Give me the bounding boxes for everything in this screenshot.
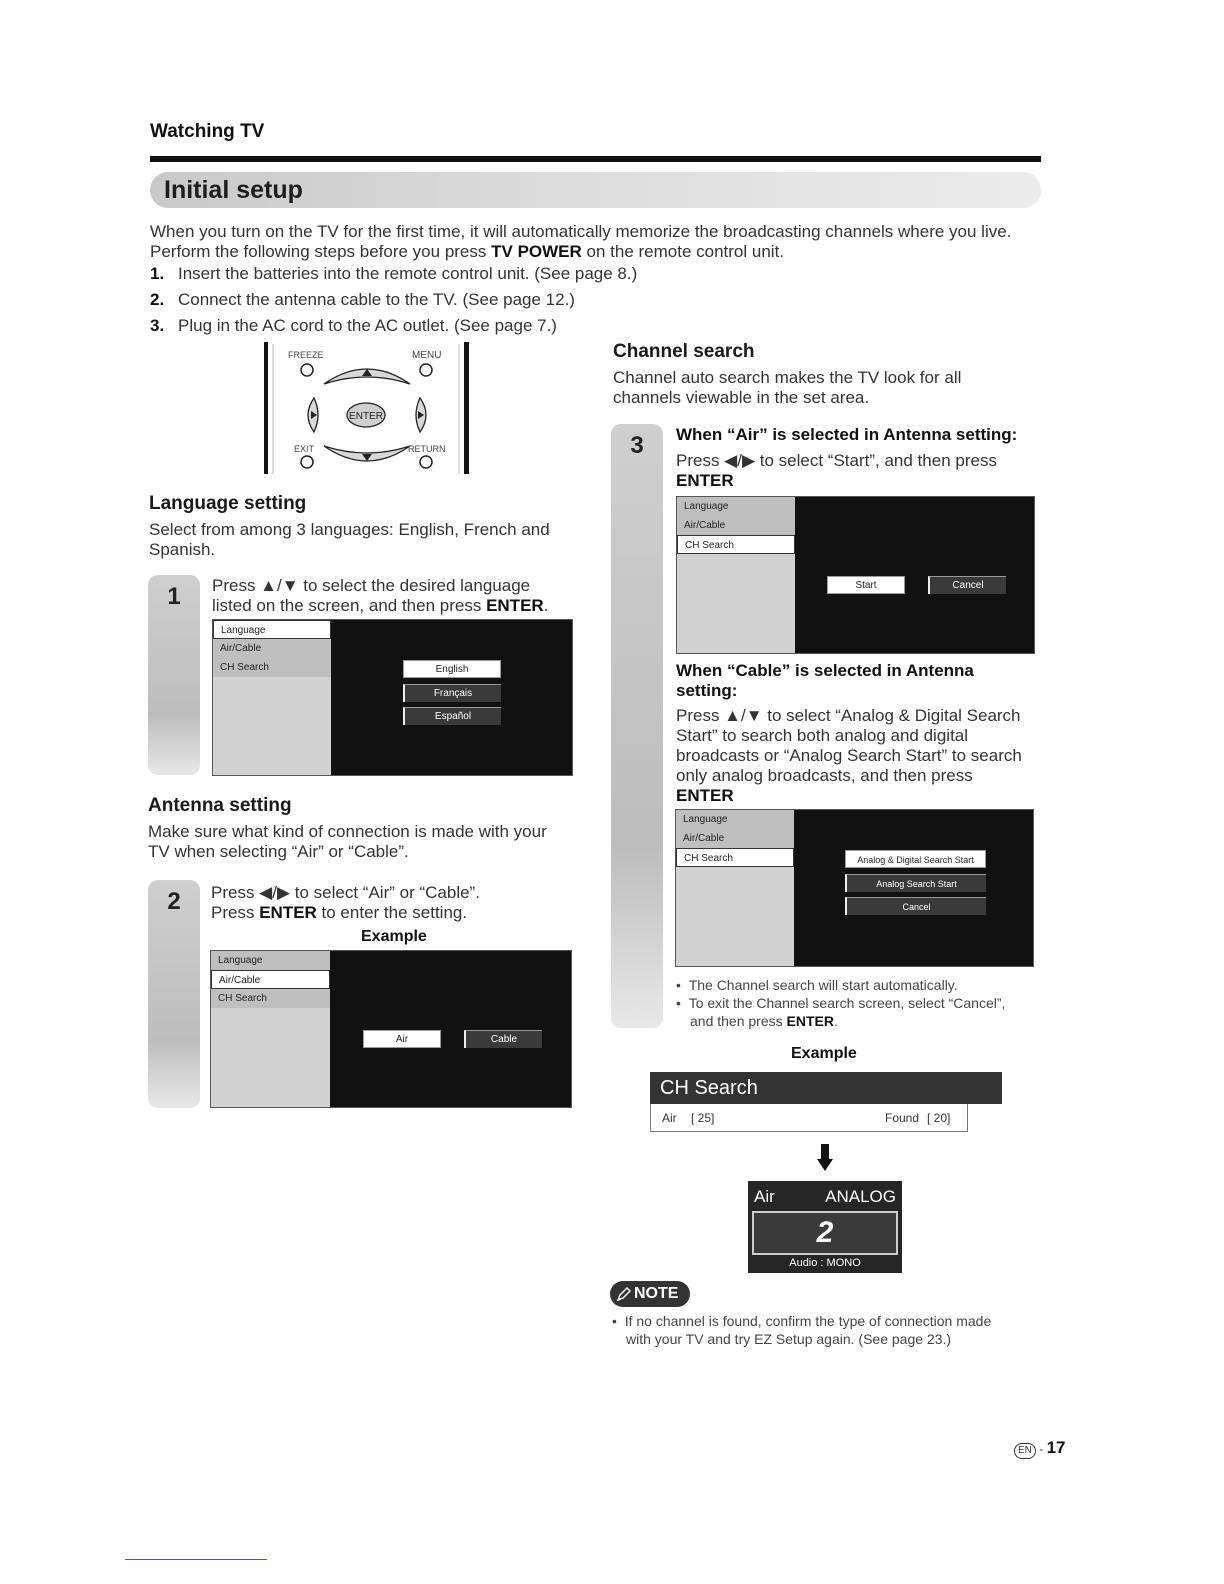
instr-line <box>212 596 582 616</box>
heading-line: When “Cable” is selected in Antenna <box>676 661 974 680</box>
option-analog-digital-search-start[interactable]: Analog & Digital Search Start <box>845 850 986 868</box>
instr-pre: listed on the screen, and then press <box>212 596 487 615</box>
instr-line: only analog broadcasts, and then press <box>676 766 973 785</box>
air-heading: When “Air” is selected in Antenna setting: <box>676 425 1018 444</box>
menu-item-ch-search[interactable]: CH Search <box>211 989 330 1008</box>
footer-page-number: EN - 17 <box>1014 1438 1066 1459</box>
intro-line-2 <box>150 242 1050 262</box>
enter-label: ENTER <box>486 596 544 615</box>
step-text: Connect the antenna cable to the TV. (See page 12.) <box>178 290 575 309</box>
step-2-number: 2 <box>167 888 181 915</box>
exit-button-icon <box>301 456 313 468</box>
air-label: Air <box>754 1187 775 1206</box>
intro-line-2-post: on the remote control unit. <box>581 242 785 261</box>
section-header: Watching TV <box>150 121 265 142</box>
instr-line: Press ◀/▶ to select “Start”, and then press <box>676 451 997 470</box>
step-text: Plug in the AC cord to the AC outlet. (See page 7.) <box>178 316 557 335</box>
menu-item-air-cable[interactable]: Air/Cable <box>677 516 795 535</box>
option-espanol[interactable]: Español <box>403 707 501 725</box>
desc-line: TV when selecting “Air” or “Cable”. <box>148 842 409 861</box>
desc-line: Make sure what kind of connection is made with your <box>148 822 547 841</box>
antenna-setting-heading: Antenna setting <box>148 795 292 816</box>
desc-line: Channel auto search makes the TV look for all <box>613 368 962 387</box>
air-count: [ 25] <box>691 1111 715 1125</box>
step-1 <box>150 264 710 284</box>
note-text-line: If no channel is found, confirm the type of connection made <box>624 1313 992 1329</box>
page-number: 17 <box>1046 1438 1066 1457</box>
step-2 <box>150 290 710 310</box>
instr-line: broadcasts or “Analog Search Start” to search <box>676 746 1022 765</box>
step-number: 1. <box>150 264 165 283</box>
menu-item-ch-search[interactable]: CH Search <box>676 848 794 867</box>
cable-instructions <box>676 706 1041 806</box>
pencil-icon <box>616 1286 632 1302</box>
menu-item-air-cable[interactable]: Air/Cable <box>213 639 331 658</box>
instr-line <box>211 903 581 923</box>
desc-line: Select from among 3 languages: English, French and <box>149 520 550 539</box>
bullet-text: To exit the Channel search screen, select “Cancel”, <box>688 995 1006 1011</box>
freeze-button-icon <box>301 364 313 376</box>
ch-search-title: CH Search <box>650 1072 1002 1104</box>
menu-item-language[interactable]: Language <box>211 951 330 970</box>
down-arrow-icon <box>816 1144 834 1172</box>
menu-item-language[interactable]: Language <box>677 497 795 516</box>
option-english[interactable]: English <box>403 660 501 678</box>
intro-text <box>150 222 1050 262</box>
header-rule <box>150 156 1041 162</box>
instr-post: . <box>543 596 549 615</box>
instr-line: Press ◀/▶ to select “Air” or “Cable”. <box>211 883 480 902</box>
note-text <box>612 1312 1052 1348</box>
found-label: Found <box>885 1111 920 1125</box>
menu-sidebar <box>677 497 795 653</box>
step-text: Insert the batteries into the remote control unit. (See page 8.) <box>178 264 638 283</box>
return-label: RETURN <box>408 444 446 454</box>
ch-search-display <box>650 1072 1002 1132</box>
bullet-item: • To exit the Channel search screen, select “Cancel”, <box>676 995 1006 1011</box>
enter-label: ENTER <box>786 1013 834 1029</box>
menu-sidebar <box>676 810 794 966</box>
step-3-tab <box>611 424 663 1028</box>
menu-sidebar <box>213 620 331 775</box>
enter-label: ENTER <box>676 786 734 805</box>
bullet-continuation <box>676 1012 1046 1030</box>
instr-line: Press ▲/▼ to select “Analog & Digital Search <box>676 706 1021 725</box>
channel-search-bullets <box>676 976 1046 1030</box>
desc-line: channels viewable in the set area. <box>613 388 870 407</box>
step-1-number: 1 <box>167 583 181 610</box>
step-3-number: 3 <box>630 432 644 459</box>
return-button-icon <box>420 456 432 468</box>
intro-line-1: When you turn on the TV for the first time, it will automatically memorize the broadcasting channels where you live. <box>150 222 1012 241</box>
bullet-item: • The Channel search will start automatically. <box>676 977 958 993</box>
menu-button-icon <box>420 364 432 376</box>
intro-line-2-pre: Perform the following steps before you press <box>150 242 492 261</box>
analog-label: ANALOG <box>825 1187 896 1206</box>
note-line: • If no channel is found, confirm the type of connection made <box>612 1313 992 1329</box>
menu-sidebar <box>211 951 330 1107</box>
step-3 <box>150 316 710 336</box>
menu-item-language[interactable]: Language <box>676 810 794 829</box>
menu-label: MENU <box>412 350 442 361</box>
option-analog-search-start[interactable]: Analog Search Start <box>845 874 986 892</box>
note-badge <box>610 1281 690 1307</box>
channel-info-display <box>748 1181 902 1273</box>
air-label: Air <box>662 1111 677 1125</box>
language-setting-heading: Language setting <box>149 493 307 514</box>
instr-post: to enter the setting. <box>316 903 468 922</box>
bullet-text-pre: and then press <box>690 1013 787 1029</box>
bullet-text-post: . <box>833 1013 838 1029</box>
enter-label: ENTER <box>676 471 734 490</box>
heading-line: setting: <box>676 681 738 700</box>
air-instructions <box>676 451 1041 491</box>
language-setting-desc <box>149 520 589 560</box>
option-cable[interactable]: Cable <box>464 1030 542 1048</box>
air-ch-search-screen <box>676 496 1035 654</box>
option-cancel[interactable]: Cancel <box>928 576 1006 594</box>
option-cancel[interactable]: Cancel <box>845 897 986 915</box>
step-number: 3. <box>150 316 165 335</box>
tv-power-label: TV POWER <box>491 242 582 261</box>
lang-badge: EN <box>1014 1443 1036 1459</box>
step-1-tab <box>148 575 200 775</box>
option-francais[interactable]: Français <box>403 684 501 702</box>
antenna-setting-desc <box>148 822 588 862</box>
footnote-rule <box>125 1559 267 1560</box>
step-2-tab <box>148 880 200 1108</box>
menu-item-air-cable[interactable]: Air/Cable <box>211 970 330 989</box>
antenna-instructions <box>211 883 581 923</box>
language-menu-screen <box>212 619 573 776</box>
enter-label: ENTER <box>259 903 317 922</box>
menu-item-language[interactable]: Language <box>213 620 331 639</box>
instr-line: Press ▲/▼ to select the desired language <box>212 576 531 595</box>
audio-mode: Audio : MONO <box>789 1257 861 1269</box>
note-label: NOTE <box>634 1285 679 1302</box>
cable-ch-search-screen <box>675 809 1034 967</box>
menu-item-ch-search[interactable]: CH Search <box>677 535 795 554</box>
title-bar <box>150 172 1041 208</box>
exit-label: EXIT <box>294 444 315 454</box>
menu-item-ch-search[interactable]: CH Search <box>213 658 331 677</box>
step-number: 2. <box>150 290 165 309</box>
instr-pre: Press <box>211 903 260 922</box>
channel-search-example-label: Example <box>791 1045 857 1062</box>
channel-search-heading: Channel search <box>613 341 755 362</box>
enter-label: ENTER <box>349 411 383 422</box>
freeze-label: FREEZE <box>288 350 324 360</box>
antenna-example-label: Example <box>361 928 427 945</box>
remote-control-illustration <box>262 340 472 478</box>
found-count: [ 20] <box>927 1111 951 1125</box>
channel-number: 2 <box>752 1211 898 1255</box>
option-start[interactable]: Start <box>827 576 905 594</box>
channel-search-desc <box>613 368 1033 408</box>
bullet-text: The Channel search will start automatically. <box>688 977 958 993</box>
desc-line: Spanish. <box>149 540 216 559</box>
option-air[interactable]: Air <box>363 1030 441 1048</box>
ch-search-status-row <box>650 1104 968 1132</box>
note-line: with your TV and try EZ Setup again. (See page 23.) <box>626 1331 952 1347</box>
page-title: Initial setup <box>164 176 303 204</box>
language-instructions <box>212 576 582 616</box>
cable-heading <box>676 661 1036 701</box>
menu-item-air-cable[interactable]: Air/Cable <box>676 829 794 848</box>
instr-line: Start” to search both analog and digital <box>676 726 969 745</box>
antenna-menu-screen <box>210 950 572 1108</box>
